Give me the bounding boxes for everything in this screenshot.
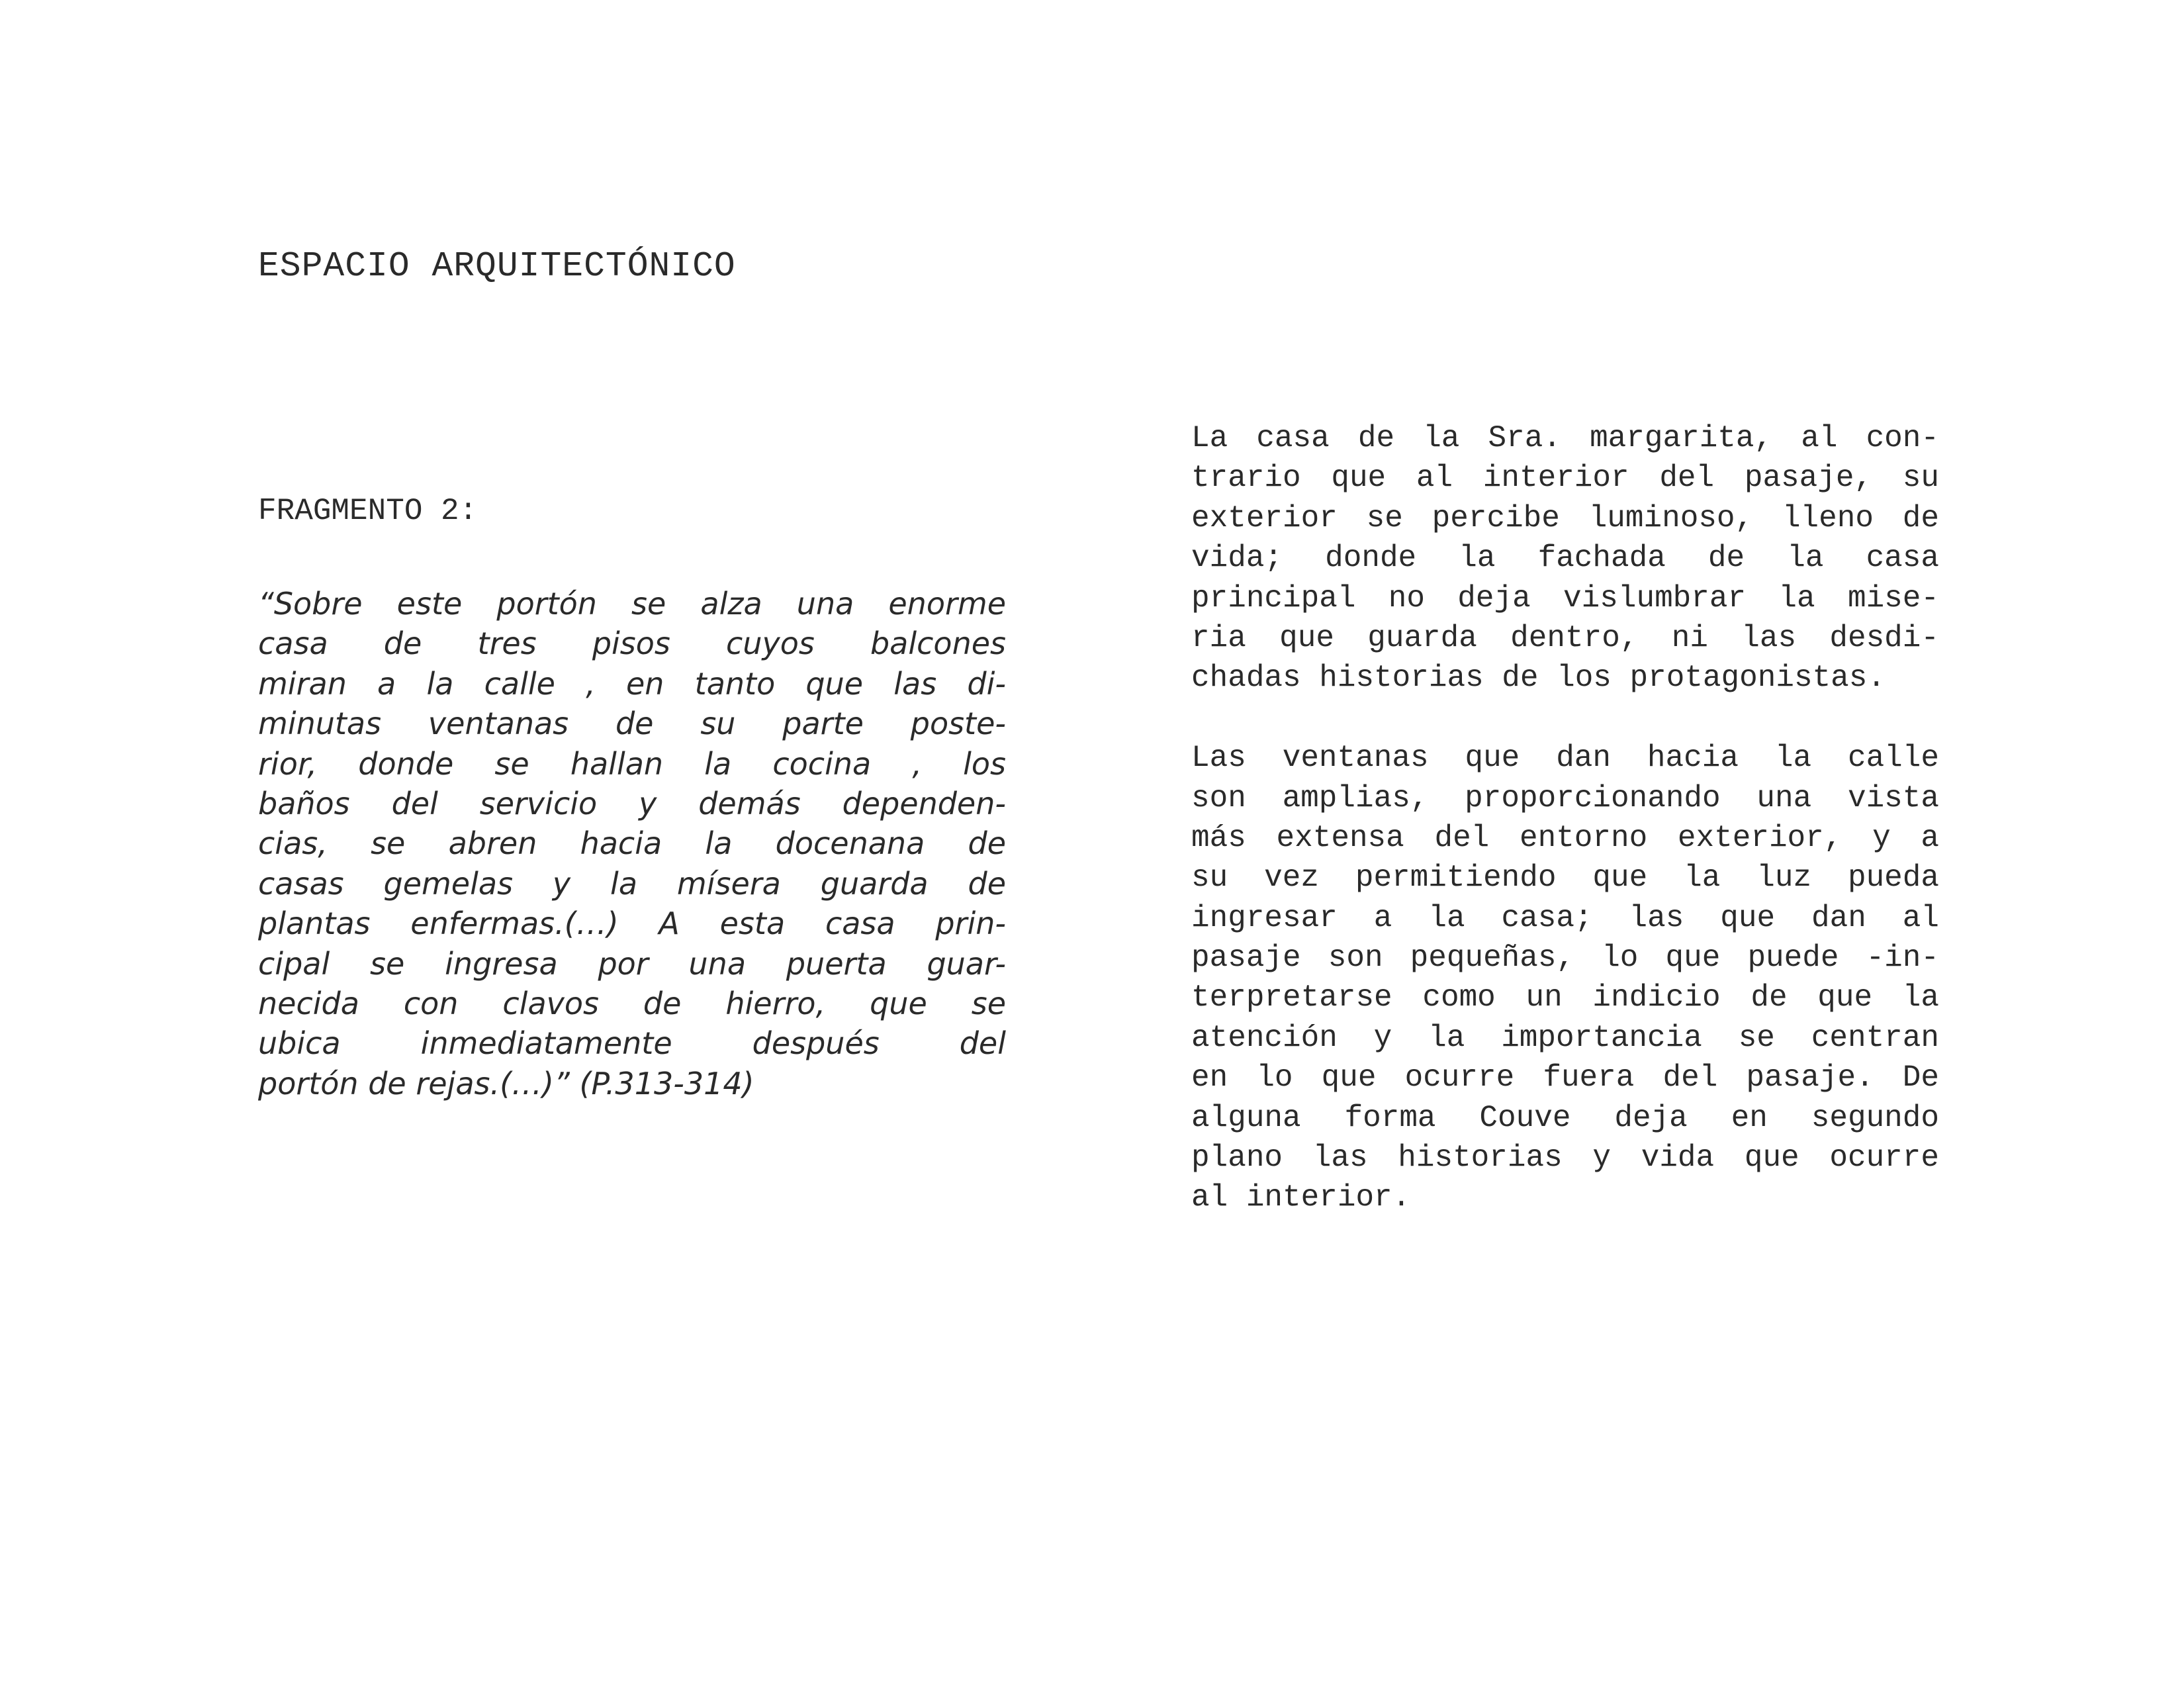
paragraph-1 — [1191, 418, 1939, 698]
quote-line: “Sobre este portón se alza una enorme — [258, 586, 1006, 622]
paragraph-line: terpretarse como un indicio de que la — [1191, 980, 1939, 1015]
fragment-label: FRAGMENTO 2: — [258, 494, 478, 528]
paragraph-line: su vez permitiendo que la luz pueda — [1191, 861, 1939, 896]
paragraph-line: en lo que ocurre fuera del pasaje. De — [1191, 1060, 1939, 1096]
quote-line: necida con clavos de hierro, que se — [258, 985, 1006, 1021]
quote-line: rior, donde se hallan la cocina , los — [258, 745, 1006, 782]
quote-line: baños del servicio y demás dependen- — [258, 785, 1006, 821]
paragraph-line: pasaje son pequeñas, lo que puede -in- — [1191, 941, 1939, 976]
quote-line: portón de rejas.(…)” (P.313-314) — [258, 1065, 754, 1102]
quote-line: casas gemelas y la mísera guarda de — [258, 865, 1006, 902]
quote-line: miran a la calle , en tanto que las di- — [258, 665, 1006, 702]
analysis-column — [1191, 418, 1939, 1218]
page-title: ESPACIO ARQUITECTÓNICO — [258, 246, 736, 286]
paragraph-line: Las ventanas que dan hacia la calle — [1191, 741, 1939, 776]
paragraph-line: ria que guarda dentro, ni las desdi- — [1191, 620, 1939, 655]
quote-block — [258, 584, 1006, 1103]
quote-line: ubica inmediatamente después del — [258, 1025, 1006, 1062]
paragraph-line: trario que al interior del pasaje, su — [1191, 461, 1939, 496]
paragraph-line: atención y la importancia se centran — [1191, 1020, 1939, 1055]
quote-line: casa de tres pisos cuyos balcones — [258, 626, 1006, 662]
paragraph-line: principal no deja vislumbrar la mise- — [1191, 581, 1939, 616]
paragraph-line: son amplias, proporcionando una vista — [1191, 780, 1939, 816]
quote-line: plantas enfermas.(…) A esta casa prin- — [258, 906, 1006, 942]
paragraph-line: La casa de la Sra. margarita, al con- — [1191, 421, 1939, 455]
quote-line: cipal se ingresa por una puerta guar- — [258, 945, 1006, 982]
paragraph-line: ingresar a la casa; las que dan al — [1191, 900, 1939, 935]
paragraph-line: plano las historias y vida que ocurre — [1191, 1141, 1939, 1176]
quote-line: minutas ventanas de su parte poste- — [258, 706, 1006, 742]
paragraph-line: exterior se percibe luminoso, lleno de — [1191, 500, 1939, 536]
paragraph-2 — [1191, 738, 1939, 1218]
paragraph-line: más extensa del entorno exterior, y a — [1191, 820, 1939, 855]
paragraph-line: vida; donde la fachada de la casa — [1191, 541, 1939, 576]
paragraph-line: chadas historias de los protagonistas. — [1191, 661, 1886, 696]
paragraph-line: alguna forma Couve deja en segundo — [1191, 1100, 1939, 1135]
paragraph-line: al interior. — [1191, 1180, 1411, 1215]
quote-line: cias, se abren hacia la docenana de — [258, 825, 1006, 862]
